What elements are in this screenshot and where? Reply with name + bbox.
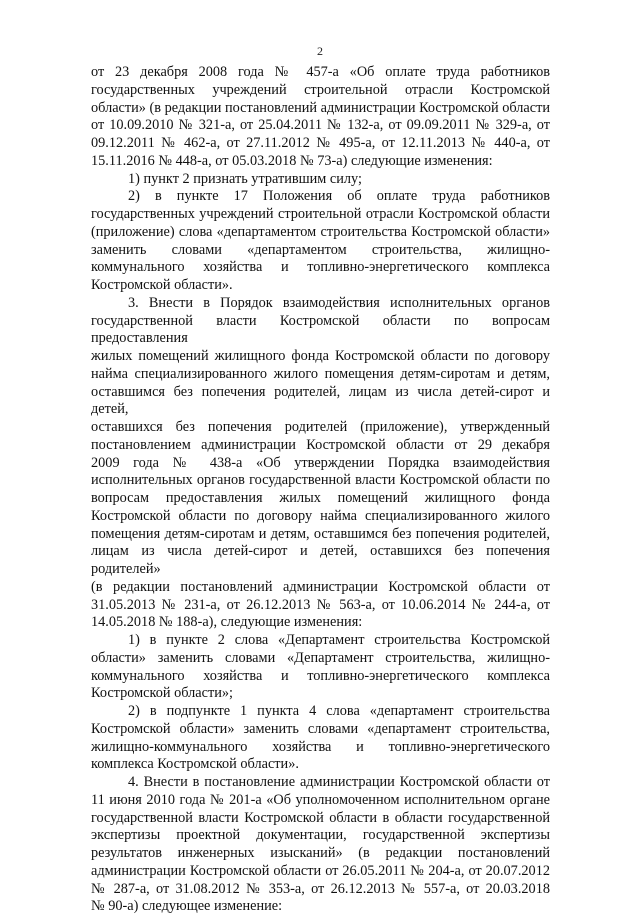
text-line: 4. Внести в постановление администрации Костромской области от xyxy=(128,774,550,790)
text-line: постановлением администрации Костромской области от 29 декабря xyxy=(91,436,550,453)
text-line: (в редакции постановлений администрации Костромской области от xyxy=(91,578,550,595)
text-line: экспертизы проектной документации, государственной экспертизы xyxy=(91,827,550,844)
text-line: коммунального хозяйства и топливно-энергетического комплекса xyxy=(91,259,550,276)
text-line: найма специализированного жилого помещения детям-сиротам и детям, xyxy=(91,365,550,382)
text-line: от 23 декабря 2008 года № 457-а «Об оплате труда работников xyxy=(91,64,550,80)
text-line: 09.12.2011 № 462-а, от 27.11.2012 № 495-а, от 12.11.2013 № 440-а, от xyxy=(91,135,550,151)
text-line: 2) в подпункте 1 пункта 4 слова «департамент строительства xyxy=(128,703,550,719)
text-line: государственных учреждений строительной отрасли Костромской xyxy=(91,81,550,98)
text-line: государственных учреждений строительной отрасли Костромской области xyxy=(91,206,550,222)
text-line: 3. Внести в Порядок взаимодействия исполнительных органов xyxy=(128,294,550,311)
paragraph xyxy=(91,171,550,189)
document-body xyxy=(91,64,550,916)
text-line: оставшихся без попечения родителей (приложение), утвержденный xyxy=(91,419,550,435)
text-line: области» (в редакции постановлений администрации Костромской области xyxy=(91,99,550,116)
text-line: Костромской области»; xyxy=(91,685,234,702)
text-line: коммунального хозяйства и топливно-энергетического комплекса xyxy=(91,667,550,684)
text-line: заменить словами «департаментом строительства, жилищно- xyxy=(91,241,550,258)
text-line: администрации Костромской области от 26.05.2011 № 204-а, от 20.07.2012 xyxy=(91,862,550,879)
text-line: помещения детям-сиротам и детям, оставшимся без попечения родителей, xyxy=(91,525,550,542)
text-line: 11 июня 2010 года № 201-а «Об уполномоченном исполнительном органе xyxy=(91,791,550,808)
text-line: № 287-а, от 31.08.2012 № 353-а, от 26.12.2013 № 557-а, от 20.03.2018 xyxy=(91,880,550,897)
paragraph xyxy=(91,774,550,916)
paragraph xyxy=(91,64,550,171)
text-line: исполнительных органов государственной власти Костромской области по xyxy=(91,472,550,489)
text-line: жилищно-коммунального хозяйства и топливно-энергетического xyxy=(91,738,550,755)
text-line: 31.05.2013 № 231-а, от 26.12.2013 № 563-а, от 10.06.2014 № 244-а, от xyxy=(91,596,550,613)
text-line: Костромской области по договору найма специализированного жилого xyxy=(91,507,550,524)
text-line: жилых помещений жилищного фонда Костромской области по договору xyxy=(91,348,550,364)
text-line: № 90-а) следующее изменение: xyxy=(91,898,283,915)
text-line: комплекса Костромской области». xyxy=(91,756,299,773)
text-line: результатов инженерных изысканий» (в редакции постановлений xyxy=(91,845,550,861)
text-line: 1) пункт 2 признать утратившим силу; xyxy=(128,170,362,187)
text-line: 2) в пункте 17 Положения об оплате труда работников xyxy=(128,188,550,205)
text-line: от 10.09.2010 № 321-а, от 25.04.2011 № 132-а, от 09.09.2011 № 329-а, от xyxy=(91,117,550,134)
page-number: 2 xyxy=(317,44,323,58)
text-line: Костромской области» заменить словами «департамент строительства, xyxy=(91,720,550,737)
text-line: вопросам предоставления жилых помещений жилищного фонда xyxy=(91,490,550,506)
text-line: области» заменить словами «Департамент строительства, жилищно- xyxy=(91,649,550,666)
text-line: 1) в пункте 2 слова «Департамент строительства Костромской xyxy=(128,632,550,648)
paragraph xyxy=(91,295,550,632)
text-line: (приложение) слова «департаментом строительства Костромской области» xyxy=(91,223,550,240)
paragraph xyxy=(91,188,550,295)
text-line: оставшимся без попечения родителей, лицам из числа детей-сирот и детей, xyxy=(91,383,550,418)
text-line: 15.11.2016 № 448-а, от 05.03.2018 № 73-а) следующие изменения: xyxy=(91,152,493,169)
text-line: Костромской области». xyxy=(91,277,233,293)
text-line: 2009 года № 438-а «Об утверждении Порядка взаимодействия xyxy=(91,454,550,471)
text-line: государственной власти Костромской области по вопросам предоставления xyxy=(91,312,550,347)
text-line: государственной власти Костромской области в области государственной xyxy=(91,809,550,826)
text-line: лицам из числа детей-сирот и детей, оставшихся без попечения родителей» xyxy=(91,543,550,577)
paragraph xyxy=(91,632,550,703)
text-line: 14.05.2018 № 188-а), следующие изменения: xyxy=(91,614,363,631)
paragraph xyxy=(91,703,550,774)
